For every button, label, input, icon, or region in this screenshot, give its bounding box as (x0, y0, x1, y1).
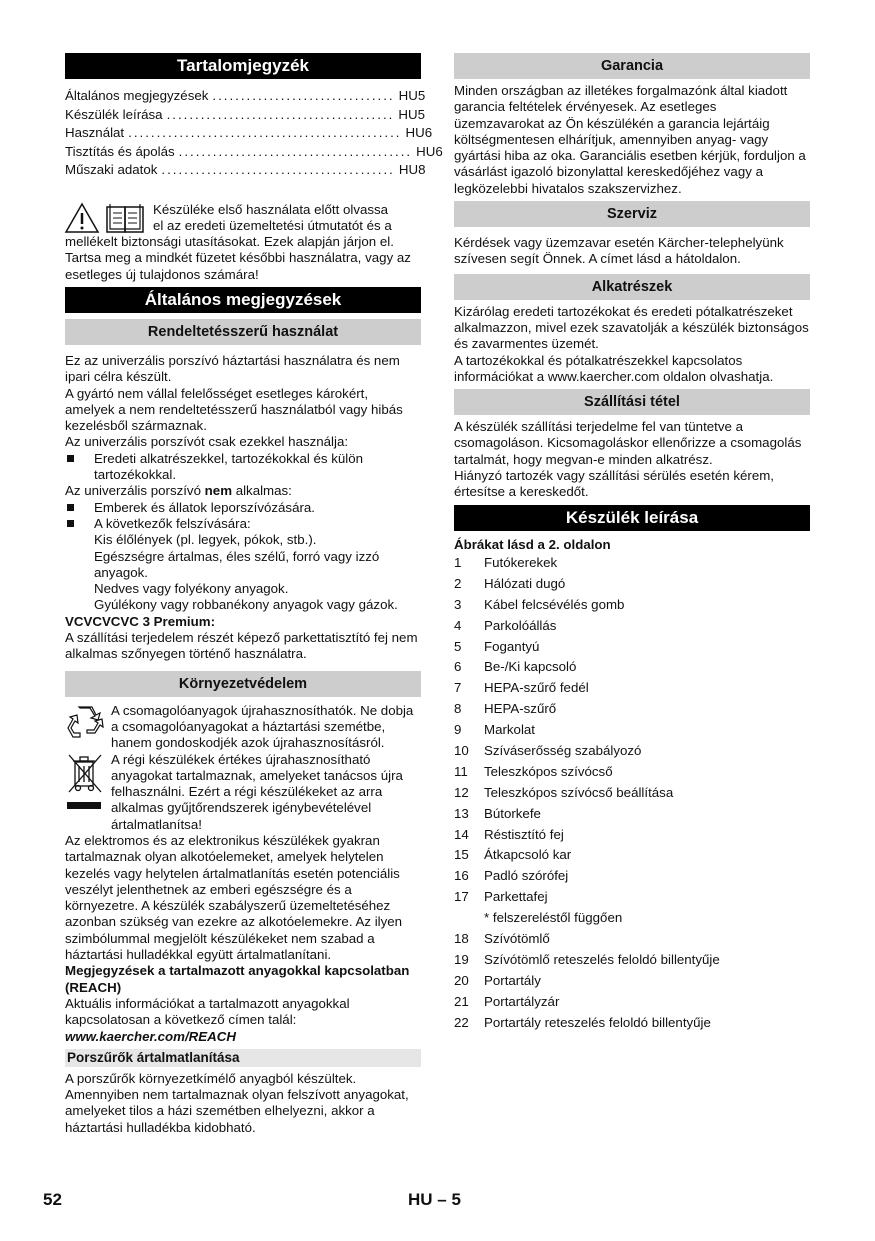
section-page: HU – 5 (408, 1190, 461, 1209)
warranty-title: Garancia (454, 53, 810, 79)
reach-url[interactable]: www.kaercher.com/REACH (65, 1028, 236, 1044)
page-number: 52 (43, 1190, 62, 1209)
list-item: 5 Fogantyú (454, 638, 540, 654)
sub-item: Kis élőlények (pl. legyek, pókok, stb.). (94, 532, 317, 548)
reach-text: Aktuális információkat a tartalmazott anyagokkal kapcsolatosan a következő címen talál: (65, 995, 350, 1028)
service-title: Szerviz (454, 201, 810, 227)
parts-p1: Kizárólag eredeti tartozékokat és eredeti pótalkatrészeket alkalmazzon, mivel ezek szavatolják a készülék biztonságos és zavarmentes üzemét. (454, 303, 809, 352)
list-item: 16 Padló szórófej (454, 868, 569, 884)
electronic-text: Az elektromos és az elektronikus készülékek gyakran tartalmaznak olyan alkotóelemeket, amelyek helytelen kezelés vagy helytelen ártalmatlanítás esetén potenciális veszélyt jelenthetnek az emberi egészségre és a környezetre. A készülék szabályszerű üzemeltetéséhez azonban szükség van ezekre az alkotóelemekre. Az ilyen szimbólummal megjelölt készülékeket nem szabad a háztartási hulladékkal együtt ártalmatlanítani. (65, 833, 403, 963)
intended-use-p3: Az univerzális porszívót csak ezekkel használja: (65, 434, 349, 450)
parts-list (454, 553, 810, 1033)
weee-note: A régi készülékek értékes újrahasznosítható anyagokat tartalmaznak, amelyeket tanácsos újra felhasználni. Ezért a régi készülékeket az arra alkalmas gyűjtőrendszerek igénybevételével ártalmatlanítsa! (65, 752, 421, 833)
list-item: 2 Hálózati dugó (454, 575, 566, 591)
list-item: 19 Szívótömlő reteszelés feloldó billentyűje (454, 951, 720, 967)
service-text: Kérdések vagy üzemzavar esetén Kärcher-telephelyünk szívesen segít Önnek. A címet lásd a hátoldalon. (454, 235, 784, 267)
parts-p2: A tartozékokkal és pótalkatrészekkel kapcsolatos információkat a www.kaercher.com oldalon olvashatja. (454, 352, 774, 384)
list-item: 10 Szíváserősség szabályozó (454, 742, 642, 758)
intended-use-p4: Az univerzális porszívó nem alkalmas: (65, 483, 292, 499)
list-item: 11 Teleszkópos szívócső (454, 763, 613, 779)
list-item: 14 Réstisztító fej (454, 826, 564, 842)
list-item: Eredeti alkatrészekkel, tartozékokkal és külön tartozékokkal. (65, 451, 421, 484)
recycle-note: A csomagolóanyagok újrahasznosíthatók. Ne dobja a csomagolóanyagokat a háztartási szemétbe, hanem gondoskodjék azok újrahasznosításról. (65, 703, 421, 752)
list-item: 3 Kábel felcsévélés gomb (454, 596, 625, 612)
list-item: Emberek és állatok leporszívózására. (65, 500, 421, 516)
intended-use-title: Rendeltetésszerű használat (65, 319, 421, 345)
parts-title: Alkatrészek (454, 274, 810, 300)
toc-entry[interactable]: Műszaki adatok ......................................... HU 8 (65, 162, 426, 177)
general-notes-title: Általános megjegyzések (65, 287, 421, 313)
list-item: 4 Parkolóállás (454, 617, 557, 633)
filter-disposal-title: Porszűrők ártalmatlanítása (65, 1049, 421, 1067)
list-item: 6 Be-/Ki kapcsoló (454, 659, 577, 675)
list-item: 9 Markolat (454, 722, 535, 738)
crossed-bin-icon (65, 752, 105, 814)
toc-entry[interactable]: Általános megjegyzések ................................ HU 5 (65, 88, 426, 103)
environment-title: Környezetvédelem (65, 671, 421, 697)
toc-entry[interactable]: Készülék leírása ........................................ HU 5 (65, 106, 425, 122)
sub-item: Egészségre ártalmas, éles szélű, forró vagy izzó anyagok. (94, 548, 380, 580)
list-item: 21 Portartályzár (454, 993, 560, 1009)
toc-entry[interactable]: Tisztítás és ápolás ......................................... HU 6 (65, 143, 443, 159)
list-item: 13 Bútorkefe (454, 805, 541, 821)
list-item: 22 Portartály reteszelés feloldó billentyűje (454, 1014, 711, 1030)
sub-item: Gyúlékony vagy robbanékony anyagok vagy gázok. (94, 597, 398, 613)
filter-disposal-text: A porszűrők környezetkímélő anyagból készültek. Amennyiben nem tartalmaznak olyan felszívott anyagokat, amelyeket tilos a házi szemétben elhelyezni, akkor a háztartási hulladékba kidobható. (65, 1070, 409, 1135)
model-text: A szállítási terjedelem részét képező parkettatisztító fej nem alkalmas szőnyegen történő használatra. (65, 630, 418, 662)
delivery-title: Szállítási tétel (454, 389, 810, 415)
table-of-contents (65, 87, 443, 180)
list-item: 8 HEPA-szűrő (454, 701, 557, 717)
sub-item: Nedves vagy folyékony anyagok. (94, 581, 289, 597)
left-column (65, 53, 443, 1136)
figure-reference: Ábrákat lásd a 2. oldalon (454, 536, 611, 552)
safety-note: Készüléke első használata előtt olvassa el az eredeti üzemeltetési útmutatót és a mellékelt biztonsági utasításokat. Ezek alapján járjon el. Tartsa meg a mindkét füzetet későbbi használatra, vagy az esetleges új tulajdonos számára! (65, 201, 411, 282)
list-item: 18 Szívótömlő (454, 930, 550, 946)
warning-triangle-icon (65, 202, 151, 234)
intended-use-p2: A gyártó nem vállal felelősséget esetleges károkért, amelyek a nem rendeltetésszerű használatból vagy hibás kezelésből származnak. (65, 385, 403, 434)
list-item: 12 Teleszkópos szívócső beállítása (454, 784, 674, 800)
reach-heading: Megjegyzések a tartalmazott anyagokkal kapcsolatban (REACH) (65, 963, 410, 995)
list-item: 7 HEPA-szűrő fedél (454, 680, 589, 696)
delivery-p2: Hiányzó tartozék vagy szállítási sérülés esetén kérem, értesítse a kereskedőt. (454, 468, 775, 500)
list-item: 1 Futókerekek (454, 554, 558, 570)
delivery-p1: A készülék szállítási terjedelme fel van tüntetve a csomagoláson. Kicsomagoláskor ellenőrizze a csomagolás tartalmát, hogy megvan-e minden alkatrész. (454, 419, 802, 467)
list-item: 17 Parkettafej (454, 889, 548, 905)
intended-use-p1: Ez az univerzális porszívó háztartási használatra és nem ipari célra készült. (65, 352, 400, 385)
toc-title: Tartalomjegyzék (65, 53, 421, 79)
device-description-title: Készülék leírása (454, 505, 810, 531)
list-item: 20 Portartály (454, 972, 541, 988)
recycle-icon (65, 703, 105, 743)
model-heading: VCVCVCVC 3 Premium: (65, 613, 215, 629)
warning-manual-icons (65, 202, 153, 234)
list-item: A következők felszívására: (65, 516, 421, 532)
list-item: 15 Átkapcsoló kar (454, 847, 572, 863)
list-item-note: * felszereléstől függően (484, 910, 623, 926)
toc-entry[interactable]: Használat ................................................ HU 6 (65, 125, 433, 140)
warranty-text: Minden országban az illetékes forgalmazónk által kiadott garancia feltételek érvényesek. Az esetleges üzemzavarokat az Ön készülékén a garancia lejártáig költségmentesen elhárítjuk, amennyiben anyag- vagy gyártási hiba az oka. Garanciális esetben kérjük, forduljon a vásárlást igazoló bizonylattal kereskedőjéhez vagy a legközelebbi hivatalos szakszervizhez. (454, 83, 806, 196)
manual-book-icon (107, 204, 143, 232)
right-column (454, 53, 810, 1033)
